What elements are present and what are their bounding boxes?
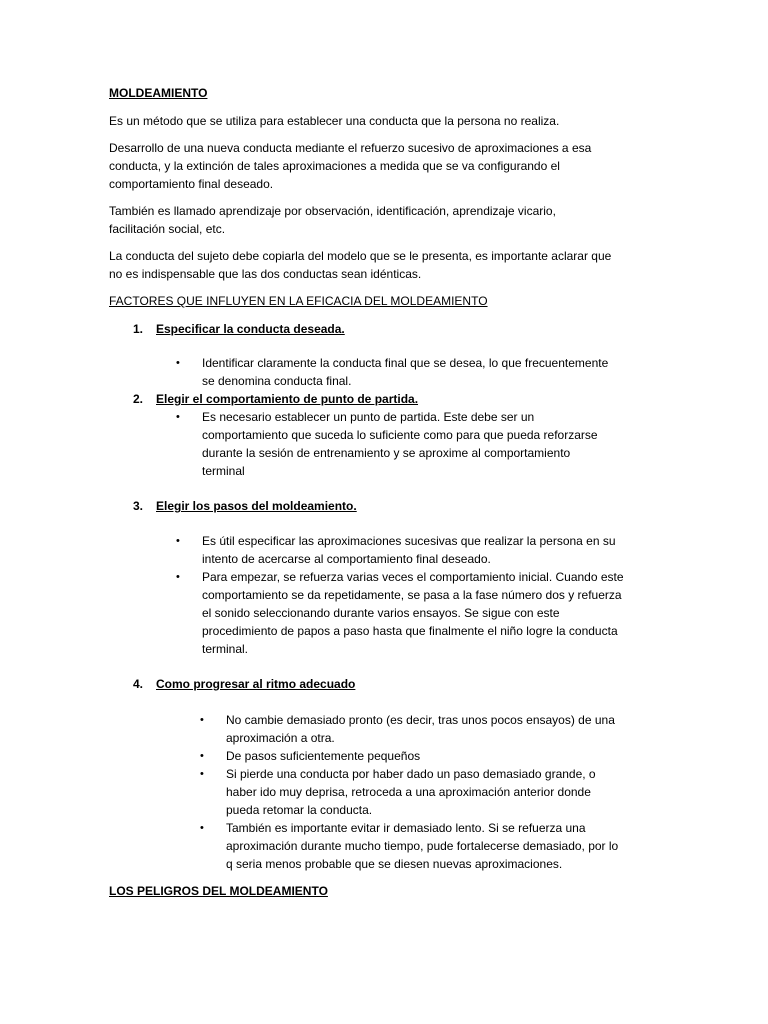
bullet-icon: • <box>176 535 180 547</box>
bullet-icon: • <box>200 768 204 780</box>
bullet-line: terminal <box>202 464 245 478</box>
bullet-line: q seria menos probable que se diesen nuevas aproximaciones. <box>226 857 563 871</box>
bullet-line: pueda retomar la conducta. <box>226 803 373 817</box>
list-number: 3. <box>133 499 144 513</box>
paragraph-1: Es un método que se utiliza para establecer una conducta que la persona no realiza. <box>109 114 560 128</box>
bullet-line: También es importante evitar ir demasiado lento. Si se refuerza una <box>226 821 586 835</box>
paragraph-2-line-2: conducta, y la extinción de tales aproximaciones a medida que se va configurando el <box>109 159 560 173</box>
bullet-icon: • <box>176 357 180 369</box>
bullet-line: aproximación a otra. <box>226 731 335 745</box>
bullet-line: Es necesario establecer un punto de partida. Este debe ser un <box>202 410 535 424</box>
bullet-line: aproximación durante mucho tiempo, pude fortalecerse demasiado, por lo <box>226 839 619 853</box>
bullet-line: De pasos suficientemente pequeños <box>226 749 421 763</box>
bullet-line: No cambie demasiado pronto (es decir, tras unos pocos ensayos) de una <box>226 713 615 727</box>
bullet-line: comportamiento se da repetidamente, se pasa a la fase número dos y refuerza <box>202 588 622 602</box>
bullet-line: terminal. <box>202 642 249 656</box>
factor-heading-2: Elegir el comportamiento de punto de partida. <box>156 392 419 406</box>
bullet-icon: • <box>200 750 204 762</box>
bullet-line: intento de acercarse al comportamiento final deseado. <box>202 552 491 566</box>
document-title: MOLDEAMIENTO <box>109 86 208 100</box>
section-heading-factors: FACTORES QUE INFLUYEN EN LA EFICACIA DEL MOLDEAMIENTO <box>109 294 488 308</box>
bullet-line: Es útil especificar las aproximaciones sucesivas que realizar la persona en su <box>202 534 616 548</box>
bullet-icon: • <box>176 411 180 423</box>
list-number: 1. <box>133 322 144 336</box>
factor-heading-3: Elegir los pasos del moldeamiento. <box>156 499 357 513</box>
paragraph-2-line-3: comportamiento final deseado. <box>109 177 274 191</box>
paragraph-4-line-1: La conducta del sujeto debe copiarla del modelo que se le presenta, es importante aclarar que <box>109 249 612 263</box>
bullet-line: durante la sesión de entrenamiento y se aproxime al comportamiento <box>202 446 571 460</box>
bullet-line: haber ido muy deprisa, retroceda a una aproximación anterior donde <box>226 785 591 799</box>
bullet-icon: • <box>200 822 204 834</box>
paragraph-3-line-1: También es llamado aprendizaje por observación, identificación, aprendizaje vicario, <box>109 204 556 218</box>
factor-heading-1: Especificar la conducta deseada. <box>156 322 345 336</box>
bullet-line: Para empezar, se refuerza varias veces el comportamiento inicial. Cuando este <box>202 570 624 584</box>
bullet-line: procedimiento de papos a paso hasta que finalmente el niño logre la conducta <box>202 624 618 638</box>
bullet-icon: • <box>200 714 204 726</box>
paragraph-2-line-1: Desarrollo de una nueva conducta mediante el refuerzo sucesivo de aproximaciones a esa <box>109 141 592 155</box>
list-number: 4. <box>133 677 144 691</box>
bullet-line: el sonido seleccionando durante varios ensayos. Se sigue con este <box>202 606 560 620</box>
list-number: 2. <box>133 392 144 406</box>
bullet-line: Identificar claramente la conducta final que se desea, lo que frecuentemente <box>202 356 609 370</box>
bullet-line: comportamiento que suceda lo suficiente como para que pueda reforzarse <box>202 428 598 442</box>
bullet-icon: • <box>176 571 180 583</box>
paragraph-3-line-2: facilitación social, etc. <box>109 222 226 236</box>
section-heading-dangers: LOS PELIGROS DEL MOLDEAMIENTO <box>109 884 328 898</box>
bullet-line: se denomina conducta final. <box>202 374 352 388</box>
bullet-line: Si pierde una conducta por haber dado un paso demasiado grande, o <box>226 767 596 781</box>
paragraph-4-line-2: no es indispensable que las dos conductas sean idénticas. <box>109 267 422 281</box>
factor-heading-4: Como progresar al ritmo adecuado <box>156 677 356 691</box>
